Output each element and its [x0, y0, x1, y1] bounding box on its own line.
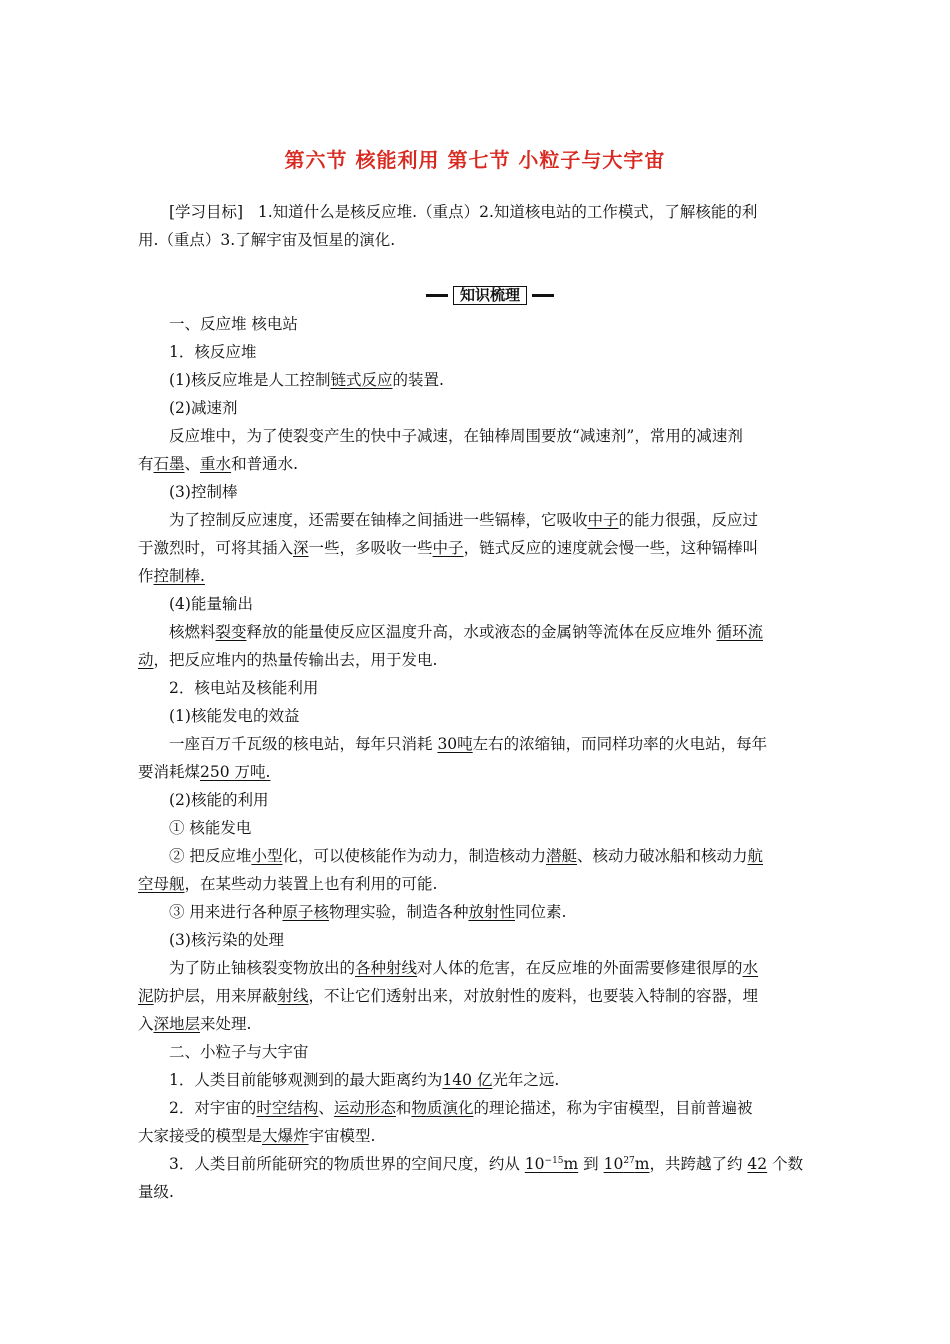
- answer-blank: 循环流: [716, 623, 763, 641]
- para-usage-3: [138, 870, 814, 898]
- para-moderator-1: 反应堆中，为了使裂变产生的快中子减速，在铀棒周围要放“减速剂”，常用的减速剂: [169, 427, 743, 445]
- subheading-control-rod: (3)控制棒: [169, 483, 238, 501]
- subheading-energy-output: (4)能量输出: [169, 595, 253, 613]
- answer-blank: 链式反应: [330, 371, 393, 389]
- banner-right-bar: [532, 294, 554, 297]
- text-span: 为了防止铀核裂变物放出的: [169, 959, 356, 977]
- text-span: 化，可以使核能作为动力，制造核动力: [282, 847, 546, 865]
- para-usage-1: ① 核能发电: [169, 819, 252, 837]
- para-universe-1: [138, 1066, 845, 1094]
- text-span: ，把反应堆内的热量传输出去，用于发电.: [153, 651, 438, 669]
- text-span: m: [634, 1155, 650, 1173]
- para-universe-3a: [138, 1150, 845, 1178]
- answer-blank: 250 万吨.: [200, 763, 271, 781]
- answer-blank: 放射性: [468, 903, 515, 921]
- text-span: 于激烈时，可将其插入: [138, 539, 294, 557]
- text-span: 要消耗煤: [138, 763, 201, 781]
- answer-blank: 运动形态: [333, 1099, 396, 1117]
- text-span: 光年之远.: [492, 1071, 560, 1089]
- text-span: 宇宙模型.: [308, 1127, 376, 1145]
- text-span: 10: [603, 1155, 624, 1173]
- text-span: 1.知道什么是核反应堆.（重点）2.知道核电站的工作模式，了解核能的利: [257, 203, 758, 221]
- para-control-rod-2: [138, 534, 814, 562]
- answer-blank: 空母舰: [138, 875, 185, 893]
- answer-blank: 140 亿: [442, 1071, 493, 1089]
- answer-blank: 中子: [432, 539, 464, 557]
- answer-blank: 动: [138, 651, 154, 669]
- learning-objectives-line-1: [138, 198, 845, 226]
- answer-blank: 泥: [138, 987, 154, 1005]
- banner-label: 知识梳理: [453, 286, 527, 305]
- text-span: 有: [138, 455, 154, 473]
- answer-blank: 深地层: [153, 1015, 201, 1033]
- text-span: ，链式反应的速度就会慢一些，这种镉棒叫: [463, 539, 759, 557]
- para-universe-2b: [138, 1122, 814, 1150]
- text-span: 防护层，用来屏蔽: [153, 987, 278, 1005]
- text-span: 对人体的危害，在反应堆的外面需要修建很厚的: [417, 959, 743, 977]
- learning-objectives-line-2: 用.（重点）3.了解宇宙及恒星的演化.: [138, 231, 396, 249]
- text-span: 入: [138, 1015, 154, 1033]
- text-span: 1．人类目前能够观测到的最大距离约为: [169, 1071, 443, 1089]
- answer-blank: 大爆炸: [262, 1127, 309, 1145]
- para-pollution-2: [138, 982, 814, 1010]
- answer-blank: 深: [293, 539, 309, 557]
- text-span: 的理论描述，称为宇宙模型，目前普遍被: [473, 1099, 753, 1117]
- para-reactor: [138, 366, 845, 394]
- text-span: 个数: [767, 1155, 804, 1173]
- subheading-power-station: 2．核电站及核能利用: [169, 679, 319, 697]
- answer-blank: $10^{-15}m$: [524, 1155, 579, 1173]
- text-span: 、: [318, 1099, 334, 1117]
- answer-blank: 物质演化: [411, 1099, 474, 1117]
- text-span: 物理实验，制造各种: [328, 903, 469, 921]
- text-span: 一些，多吸收一些: [308, 539, 433, 557]
- para-usage-2: [138, 842, 845, 870]
- answer-blank: 射线: [277, 987, 309, 1005]
- text-span: 同位素.: [514, 903, 567, 921]
- para-energy-output-1: [138, 618, 845, 646]
- text-span: ，在某些动力装置上也有利用的可能.: [184, 875, 438, 893]
- para-pollution-1: [138, 954, 845, 982]
- text-span: 、: [184, 455, 201, 473]
- subheading-pollution: (3)核污染的处理: [169, 931, 284, 949]
- text-span: 和: [395, 1099, 412, 1117]
- text-span: ③ 用来进行各种: [169, 903, 283, 921]
- answer-blank: 原子核: [282, 903, 329, 921]
- para-control-rod-3: [138, 562, 814, 590]
- answer-blank: 裂变: [215, 623, 247, 641]
- answer-blank: 42: [747, 1155, 768, 1173]
- answer-blank: 时空结构: [256, 1099, 319, 1117]
- text-span: 的装置.: [392, 371, 444, 389]
- text-span: 为了控制反应速度，还需要在铀棒之间插进一些镉棒，它吸收: [169, 511, 588, 529]
- para-moderator-2: [138, 450, 814, 478]
- text-span: 2．对宇宙的: [169, 1099, 257, 1117]
- text-span: 、核动力破冰船和核动力: [576, 847, 748, 865]
- text-span: 的能力很强，反应过: [618, 511, 759, 529]
- answer-blank: $10^{27}m$: [603, 1155, 650, 1173]
- subheading-benefit: (1)核能发电的效益: [169, 707, 300, 725]
- answer-blank: 控制棒.: [153, 567, 205, 585]
- subheading-moderator: (2)减速剂: [169, 399, 238, 417]
- text-span: 左右的浓缩铀，而同样功率的火电站，每年: [472, 735, 768, 753]
- text-span: 10: [524, 1155, 545, 1173]
- text-span: (1)核反应堆是人工控制: [169, 371, 331, 389]
- para-benefit-2: [138, 758, 814, 786]
- para-control-rod-1: [138, 506, 845, 534]
- text-span: 3．人类目前所能研究的物质世界的空间尺度，约从: [169, 1155, 525, 1173]
- answer-blank: 石墨: [153, 455, 185, 473]
- section-banner: [426, 285, 554, 305]
- text-span: 大家接受的模型是: [138, 1127, 263, 1145]
- text-span: 核燃料: [169, 623, 216, 641]
- text-span: 作: [138, 567, 154, 585]
- text-span: 到: [578, 1155, 604, 1173]
- section-1-heading: 一、反应堆 核电站: [169, 315, 298, 333]
- para-energy-output-2: [138, 646, 814, 674]
- para-benefit-1: [138, 730, 845, 758]
- para-universe-3b: 量级.: [138, 1183, 174, 1201]
- objectives-label: [学习目标]: [169, 203, 244, 221]
- answer-blank: 航: [747, 847, 764, 865]
- text-span: 来处理.: [200, 1015, 252, 1033]
- text-span: ，共跨越了约: [649, 1155, 748, 1173]
- para-pollution-3: [138, 1010, 814, 1038]
- banner-left-bar: [426, 294, 448, 297]
- subheading-reactor: 1．核反应堆: [169, 343, 257, 361]
- text-span: 和普通水.: [231, 455, 298, 473]
- text-span: m: [563, 1155, 579, 1173]
- answer-blank: 水: [742, 959, 759, 977]
- answer-blank: 各种射线: [355, 959, 418, 977]
- subheading-usage: (2)核能的利用: [169, 791, 269, 809]
- text-span: ② 把反应堆: [169, 847, 252, 865]
- text-span: ，不让它们透射出来，对放射性的废料，也要装入特制的容器，埋: [308, 987, 759, 1005]
- answer-blank: 潜艇: [545, 847, 577, 865]
- section-2-heading: 二、小粒子与大宇宙: [169, 1043, 309, 1061]
- text-span: 一座百万千瓦级的核电站，每年只消耗: [169, 735, 438, 753]
- answer-blank: 30吨: [437, 735, 473, 753]
- answer-blank: 重水: [200, 455, 232, 473]
- answer-blank: 中子: [587, 511, 619, 529]
- para-usage-4: [138, 898, 845, 926]
- text-span: 释放的能量使反应区温度升高，水或液态的金属钠等流体在反应堆外: [246, 623, 717, 641]
- page-title: 第六节 核能利用 第七节 小粒子与大宇宙: [284, 148, 666, 172]
- para-universe-2a: [138, 1094, 845, 1122]
- answer-blank: 小型: [251, 847, 283, 865]
